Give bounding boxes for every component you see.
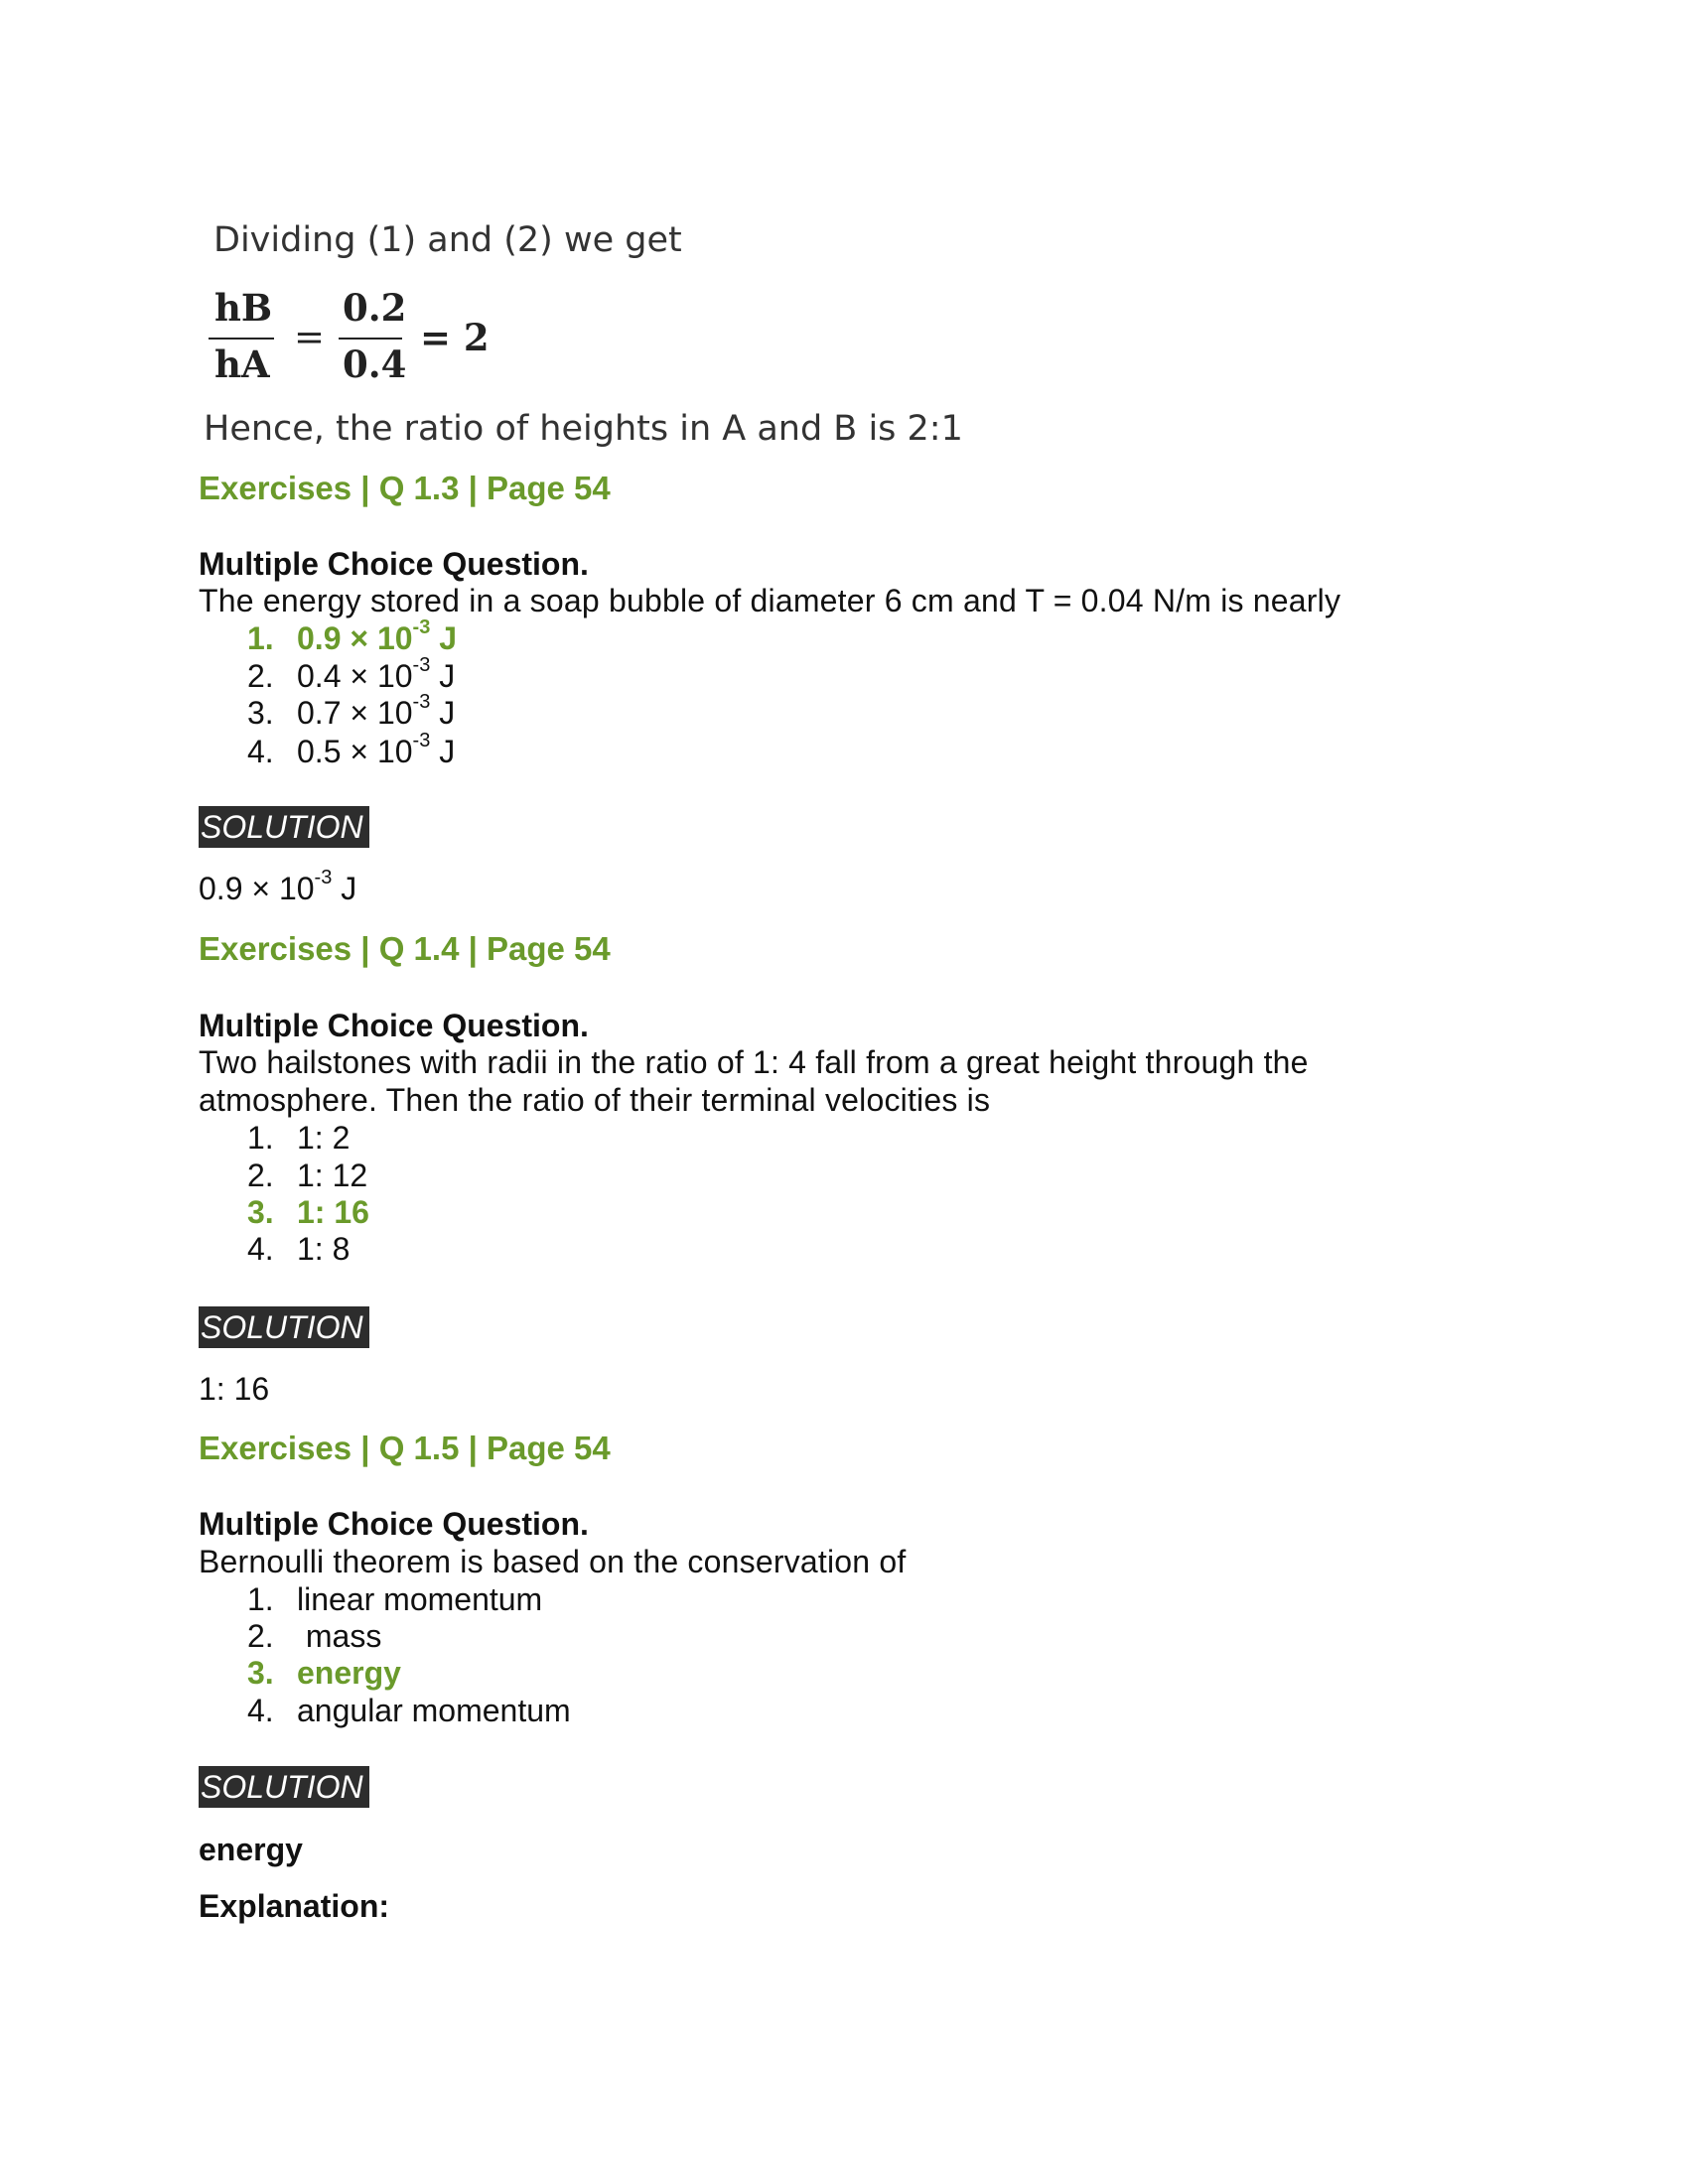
option-1	[247, 616, 458, 658]
option-3	[247, 691, 456, 733]
fraction1-denominator: hA	[214, 342, 270, 386]
option-unit: J	[430, 734, 456, 769]
fraction1-bar	[209, 338, 274, 340]
option-4	[247, 1693, 571, 1730]
option-number: 4.	[247, 1693, 274, 1728]
explanation-label: Explanation:	[199, 1888, 390, 1924]
solution-button[interactable]: SOLUTION	[199, 1766, 369, 1808]
option-exponent: -3	[412, 730, 431, 751]
option-unit: J	[430, 658, 456, 694]
question-type-label: Multiple Choice Question.	[199, 546, 589, 582]
option-value: angular momentum	[297, 1693, 571, 1728]
fraction2-denominator: 0.4	[343, 342, 407, 386]
fraction2-bar	[339, 338, 402, 340]
option-4	[247, 1231, 350, 1269]
question-text: The energy stored in a soap bubble of diameter 6 cm and T = 0.04 N/m is nearly	[199, 583, 1341, 618]
option-number: 2.	[247, 658, 274, 694]
question-heading: Exercises | Q 1.3 | Page 54	[199, 470, 611, 506]
option-exponent: -3	[412, 616, 431, 638]
answer-unit: J	[332, 871, 357, 906]
option-number: 1.	[247, 1120, 274, 1156]
option-1	[247, 1120, 350, 1158]
option-exponent: -3	[412, 654, 431, 676]
option-number: 1.	[247, 1581, 274, 1617]
question-text-line-1: Two hailstones with radii in the ratio of 1: 4 fall from a great height through the	[199, 1044, 1309, 1080]
option-unit: J	[430, 620, 458, 656]
option-number: 4.	[247, 734, 274, 769]
option-value: 0.7 × 10	[297, 695, 413, 731]
answer-exponent: -3	[314, 867, 333, 888]
dividing-text: Dividing (1) and (2) we get	[213, 220, 682, 260]
option-2	[247, 1618, 381, 1656]
solution-button[interactable]: SOLUTION	[199, 1306, 369, 1348]
option-number: 4.	[247, 1231, 274, 1267]
option-value: mass	[297, 1618, 382, 1654]
fraction1-numerator: hB	[214, 286, 273, 330]
option-value: 0.5 × 10	[297, 734, 413, 769]
option-number: 3.	[247, 1655, 274, 1691]
question-heading: Exercises | Q 1.5 | Page 54	[199, 1430, 611, 1466]
option-value: 0.9 × 10	[297, 620, 413, 656]
option-unit: J	[430, 695, 456, 731]
option-value: 1: 16	[297, 1194, 369, 1230]
option-number: 1.	[247, 620, 274, 656]
solution-answer: 1: 16	[199, 1371, 270, 1407]
ratio-conclusion: Hence, the ratio of heights in A and B is 2:1	[204, 409, 963, 449]
option-number: 3.	[247, 1194, 274, 1230]
fraction2-numerator: 0.2	[343, 286, 407, 330]
option-number: 2.	[247, 1158, 274, 1193]
question-text-line-2: atmosphere. Then the ratio of their terminal velocities is	[199, 1082, 991, 1118]
fraction-result: = 2	[420, 316, 490, 359]
solution-answer	[199, 867, 357, 907]
option-number: 3.	[247, 695, 274, 731]
option-value: 1: 8	[297, 1231, 351, 1267]
solution-answer: energy	[199, 1832, 303, 1867]
option-4	[247, 730, 456, 771]
option-1	[247, 1581, 542, 1619]
question-type-label: Multiple Choice Question.	[199, 1506, 589, 1542]
option-value: 1: 2	[297, 1120, 351, 1156]
option-value: 1: 12	[297, 1158, 368, 1193]
option-value: linear momentum	[297, 1581, 543, 1617]
option-number: 2.	[247, 1618, 274, 1654]
option-value: energy	[297, 1655, 401, 1691]
answer-value: 0.9 × 10	[199, 871, 315, 906]
option-2	[247, 1158, 367, 1195]
option-3	[247, 1655, 401, 1693]
question-heading: Exercises | Q 1.4 | Page 54	[199, 930, 611, 967]
solution-button[interactable]: SOLUTION	[199, 806, 369, 848]
option-exponent: -3	[412, 691, 431, 713]
option-value: 0.4 × 10	[297, 658, 413, 694]
question-text: Bernoulli theorem is based on the conservation of	[199, 1544, 907, 1579]
equals-sign: =	[294, 316, 326, 358]
option-3	[247, 1194, 369, 1232]
question-type-label: Multiple Choice Question.	[199, 1008, 589, 1043]
